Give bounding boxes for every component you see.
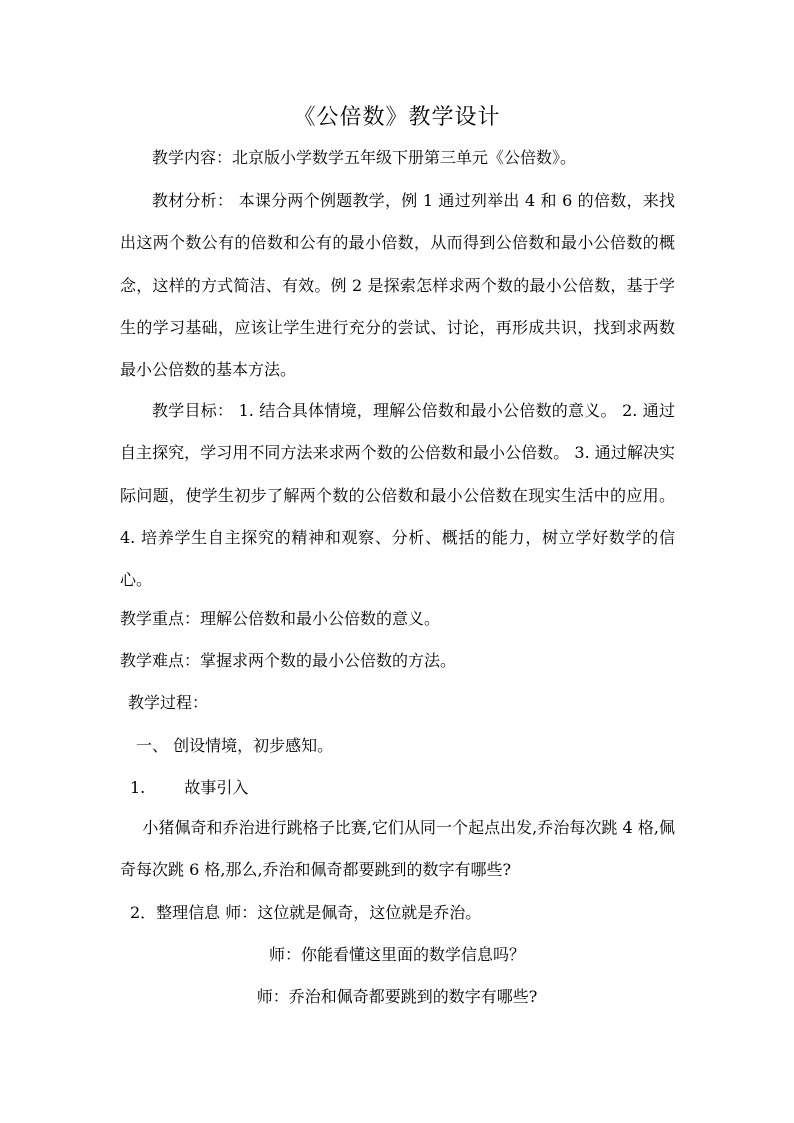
material-analysis-paragraph: 教材分析： 本课分两个例题教学，例 1 通过列举出 4 和 6 的倍数，来找出这两个数公有的倍数和公有的最小倍数，从而得到公倍数和最小公倍数的概念，这样的方式简洁、有效。例 2 是探索怎样求两个数的最小公倍数，基于学生的学习基础，应该让学生进行充分的尝试、讨论，再形成共识，找到求两数最小公倍数的基本方法。 xyxy=(120,191,675,380)
step-one-line xyxy=(130,767,248,809)
teaching-content: 教学内容：北京版小学数学五年级下册第三单元《公倍数》。 xyxy=(152,148,577,167)
teaching-key-point: 教学重点：理解公倍数和最小公倍数的意义。 xyxy=(120,609,441,628)
teaching-goals-paragraph: 教学目标： 1. 结合具体情境，理解公倍数和最小公倍数的意义。 2. 通过自主探究，学习用不同方法来求两个数的公倍数和最小公倍数。 3. 通过解决实际问题，使学生初步了解两个数的公倍数和最小公倍数在现实生活中的应用。 4. 培养学生自主探究的精神和观察、分析、概括的能力，树立学好数学的信心。 xyxy=(120,401,675,590)
teacher-question-two: 师：乔治和佩奇都要跳到的数字有哪些? xyxy=(256,987,538,1006)
teaching-process-heading: 教学过程： xyxy=(128,693,209,712)
section-one-heading: 一、 创设情境，初步感知。 xyxy=(136,736,334,755)
teacher-question-one: 师：你能看懂这里面的数学信息吗？ xyxy=(268,945,525,964)
teaching-difficulty: 教学难点：掌握求两个数的最小公倍数的方法。 xyxy=(120,651,457,670)
step-two-line: 2．整理信息 师：这位就是佩奇，这位就是乔治。 xyxy=(130,903,482,922)
document-title: 《公倍数》教学设计 xyxy=(293,105,501,130)
story-paragraph: 小猪佩奇和乔治进行跳格子比赛,它们从同一个起点出发,乔治每次跳 4 格,佩奇每次跳 6 格,那么,乔治和佩奇都要跳到的数字有哪些? xyxy=(120,818,675,880)
step-one-label: 故事引入 xyxy=(184,778,249,797)
step-one-number: 1. xyxy=(130,778,146,797)
